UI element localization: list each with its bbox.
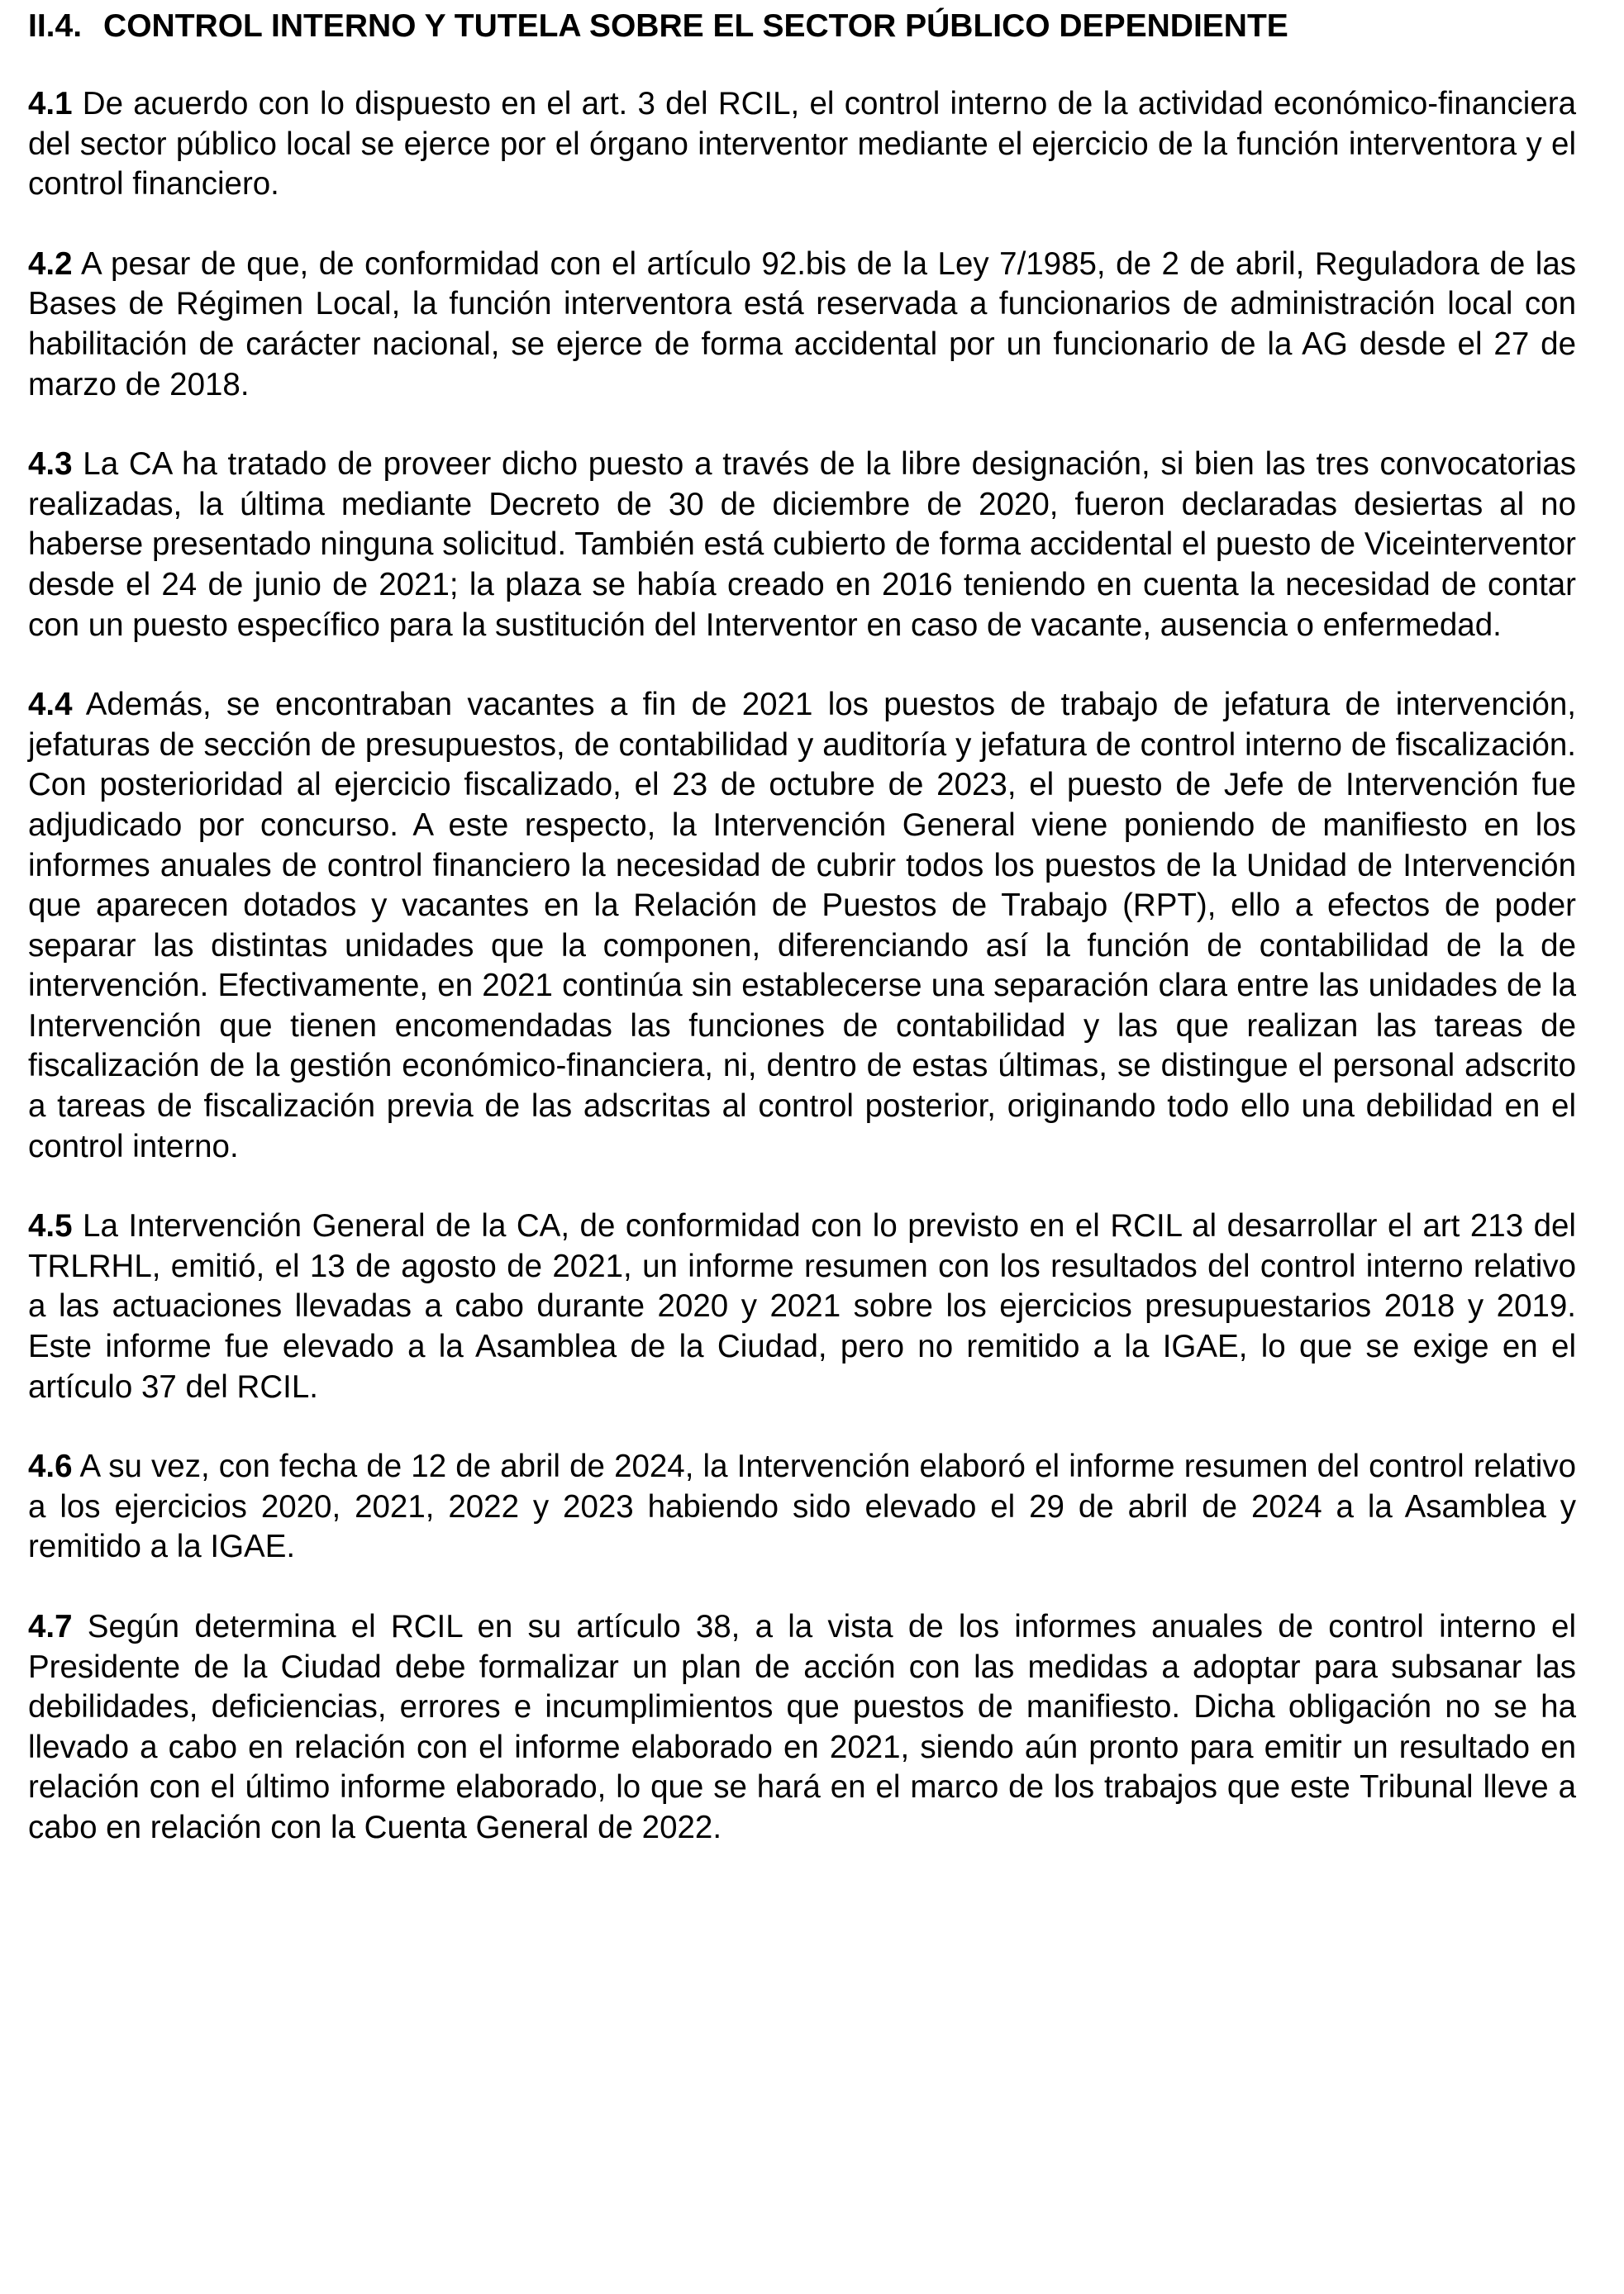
paragraph-4-1 (28, 84, 1576, 205)
paragraph-number: 4.3 (28, 446, 73, 483)
paragraph-text: La CA ha tratado de proveer dicho puesto a través de la libre designación, si bien las tres convocatorias realizadas, la última mediante Decreto de 30 de diciembre de 2020, fueron declaradas desiertas al no haberse presentado ninguna solicitud. También está cubierto de forma accidental el puesto de Viceinterventor desde el 24 de junio de 2021; la plaza se había creado en 2016 teniendo en cuenta la necesidad de contar con un puesto específico para la sustitución del Interventor en caso de vacante, ausencia o enfermedad. (28, 446, 1576, 643)
paragraph-text: A pesar de que, de conformidad con el artículo 92.bis de la Ley 7/1985, de 2 de abril, Reguladora de las Bases de Régimen Local, la función interventora está reservada a funcionarios de administración local con habilitación de carácter nacional, se ejerce de forma accidental por un funcionario de la AG desde el 27 de marzo de 2018. (28, 245, 1576, 402)
section-number: II.4. (28, 8, 83, 44)
paragraph-number: 4.2 (28, 245, 73, 282)
paragraph-number: 4.5 (28, 1208, 73, 1245)
paragraph-text: Según determina el RCIL en su artículo 38, a la vista de los informes anuales de control interno el Presidente de la Ciudad debe formalizar un plan de acción con las medidas a adoptar para subsanar las debilidades, deficiencias, errores e incumplimientos que puestos de manifiesto. Dicha obligación no se ha llevado a cabo en relación con el informe elaborado en 2021, siendo aún pronto para emitir un resultado en relación con el último informe elaborado, lo que se hará en el marco de los trabajos que este Tribunal lleve a cabo en relación con la Cuenta General de 2022. (28, 1609, 1576, 1845)
paragraph-4-4 (28, 685, 1576, 1167)
paragraph-text: La Intervención General de la CA, de conformidad con lo previsto en el RCIL al desarrollar el art 213 del TRLRHL, emitió, el 13 de agosto de 2021, un informe resumen con los resultados del control interno relativo a las actuaciones llevadas a cabo durante 2020 y 2021 sobre los ejercicios presupuestarios 2018 y 2019. Este informe fue elevado a la Asamblea de la Ciudad, pero no remitido a la IGAE, lo que se exige en el artículo 37 del RCIL. (28, 1208, 1576, 1405)
paragraph-4-6 (28, 1447, 1576, 1568)
paragraph-text: A su vez, con fecha de 12 de abril de 2024, la Intervención elaboró el informe resumen del control relativo a los ejercicios 2020, 2021, 2022 y 2023 habiendo sido elevado el 29 de abril de 2024 a la Asamblea y remitido a la IGAE. (28, 1449, 1576, 1565)
paragraph-number: 4.1 (28, 86, 73, 121)
paragraph-text: Además, se encontraban vacantes a fin de 2021 los puestos de trabajo de jefatura de intervención, jefaturas de sección de presupuestos, de contabilidad y auditoría y jefatura de control interno de fiscalización. Con posterioridad al ejercicio fiscalizado, el 23 de octubre de 2023, el puesto de Jefe de Intervención fue adjudicado por concurso. A este respecto, la Intervención General viene poniendo de manifiesto en los informes anuales de control financiero la necesidad de cubrir todos los puestos de la Unidad de Intervención que aparecen dotados y vacantes en la Relación de Puestos de Trabajo (RPT), ello a efectos de poder separar las distintas unidades que la componen, diferenciando así la función de contabilidad de la de intervención. Efectivamente, en 2021 continúa sin establecerse una separación clara entre las unidades de la Intervención que tienen encomendadas las funciones de contabilidad y las que realizan las tareas de fiscalización de la gestión económico-financiera, ni, dentro de estas últimas, se distingue el personal adscrito a tareas de fiscalización previa de las adscritas al control posterior, originando todo ello una debilidad en el control interno. (28, 687, 1576, 1164)
paragraph-4-5 (28, 1206, 1576, 1407)
paragraph-4-3 (28, 445, 1576, 645)
paragraph-number: 4.7 (28, 1609, 73, 1644)
paragraph-4-7 (28, 1607, 1576, 1849)
section-heading (28, 7, 1576, 46)
section-title: CONTROL INTERNO Y TUTELA SOBRE EL SECTOR PÚBLICO DEPENDIENTE (103, 8, 1288, 44)
paragraph-number: 4.6 (28, 1449, 73, 1485)
paragraph-text: De acuerdo con lo dispuesto en el art. 3 del RCIL, el control interno de la actividad económico-financiera del sector público local se ejerce por el órgano interventor mediante el ejercicio de la función interventora y el control financiero. (28, 86, 1576, 202)
paragraph-number: 4.4 (28, 687, 73, 723)
document-page (28, 7, 1576, 1849)
paragraph-4-2 (28, 245, 1576, 405)
